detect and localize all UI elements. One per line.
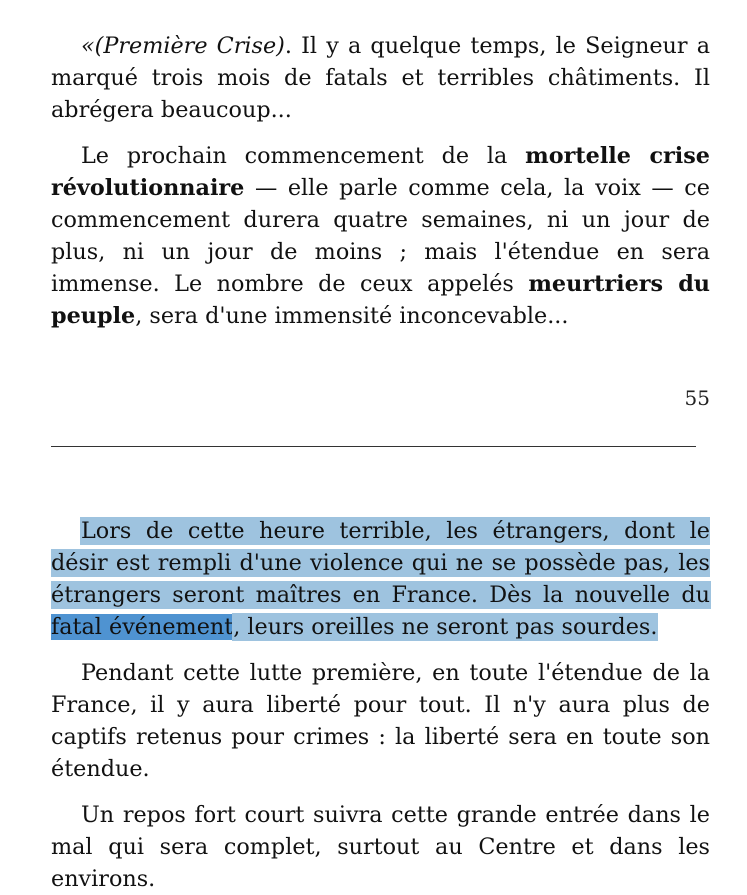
selection-highlight[interactable]: Lors de cette heure terrible, les étrangers, dont le désir est rempli d'une violence qui ne se possède pas, les étrangers seront maîtres en France. Dès la nouvelle du xyxy=(51,518,710,608)
bold-phrase: meurtriers du peuple xyxy=(51,271,710,329)
selection-highlight[interactable]: , leurs oreilles ne seront pas sourdes. xyxy=(233,614,658,640)
paragraph-premiere-crise xyxy=(51,30,710,126)
paragraph-text: Le prochain commencement de la xyxy=(81,143,526,169)
lower-text-block xyxy=(51,515,710,895)
paragraph-selected-text[interactable] xyxy=(51,515,710,643)
paragraph-text: . Il y a quelque temps, le Seigneur a marqué trois mois de fatals et terribles châtiments. Il abrégera beaucoup... xyxy=(51,33,711,123)
page-number: 55 xyxy=(684,386,710,410)
paragraph-text: , sera d'une immensité inconcevable... xyxy=(135,303,569,329)
paragraph-text: — elle parle comme cela, la voix — ce commencement durera quatre semaines, ni un jour de plus, ni un jour de moins ; mais l'étendue en sera immense. Le nombre de ceux appelés xyxy=(51,175,710,297)
page-divider xyxy=(51,446,696,447)
italic-lead: «(Première Crise) xyxy=(81,33,285,59)
paragraph-crise-revolutionnaire xyxy=(51,140,710,332)
paragraph-repos-court: Un repos fort court suivra cette grande entrée dans le mal qui sera complet, surtout au Centre et dans les environs. xyxy=(51,802,710,892)
selection-highlight-active[interactable]: fatal événement xyxy=(51,614,234,640)
upper-text-block xyxy=(51,30,710,332)
paragraph-lutte-premiere: Pendant cette lutte première, en toute l'étendue de la France, il y aura liberté pour tout. Il n'y aura plus de captifs retenus pour crimes : la liberté sera en toute son étendue. xyxy=(51,660,710,782)
bold-phrase: mortelle crise révolutionnaire xyxy=(51,143,710,201)
